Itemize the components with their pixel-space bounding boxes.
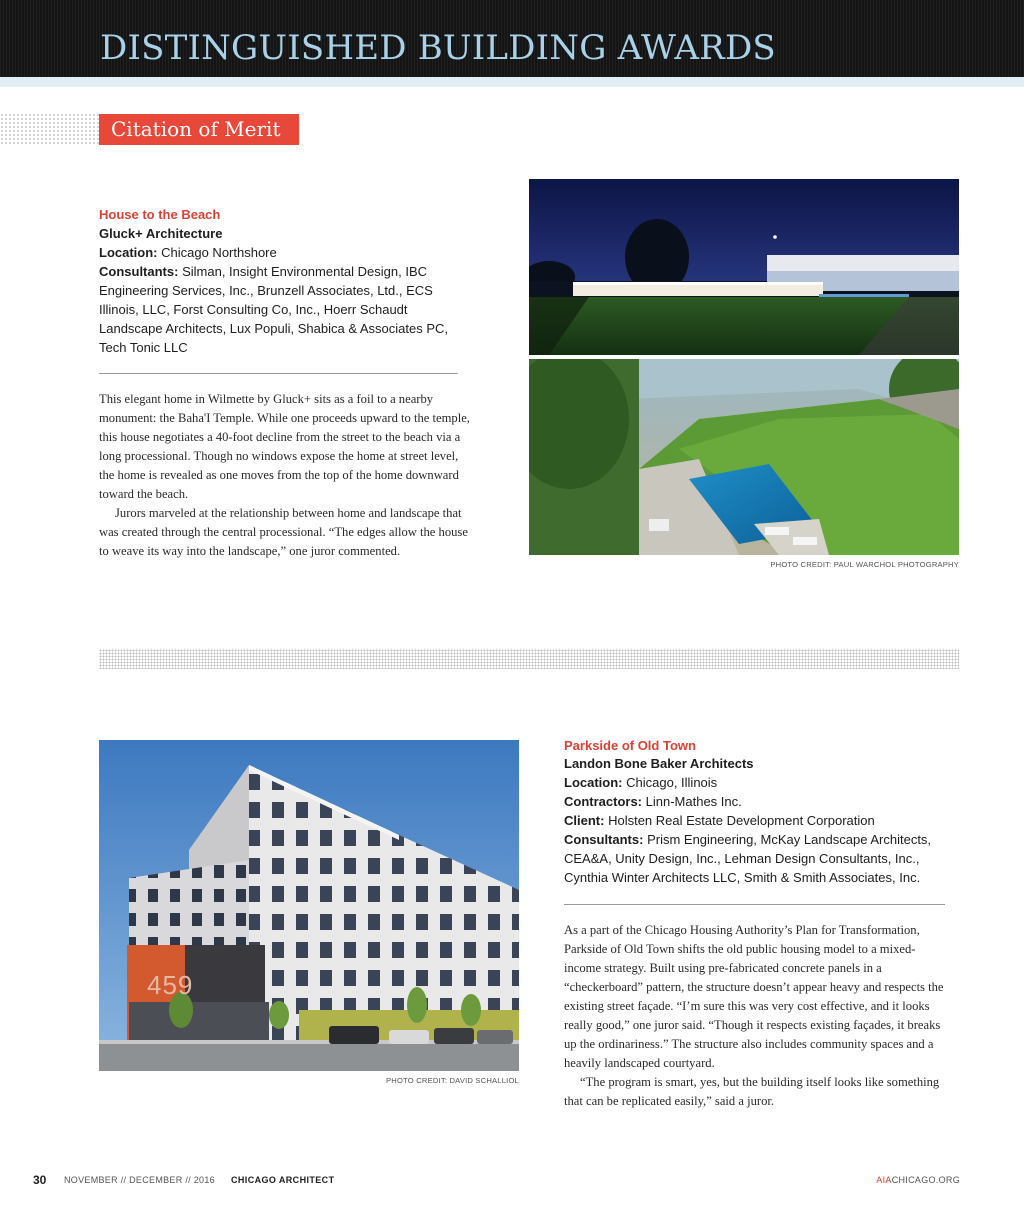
project2-client: Holsten Real Estate Development Corporation bbox=[608, 813, 875, 828]
project1-para2: Jurors marveled at the relationship between home and landscape that was created through the central processional. “The edges allow the house to weave its way into the landscape,” one juror commented. bbox=[99, 506, 468, 558]
project1-para1: This elegant home in Wilmette by Gluck+ sits as a foil to a nearby monument: the Baha'I Temple. While one proceeds upward to the temple, this house negotiates a 40-foot decline from the street to the beach via a long processional. Though no windows expose the home at street level, the home is revealed as one moves from the top of the home downward toward the beach. bbox=[99, 392, 470, 501]
project2-photo-credit: PHOTO CREDIT: DAVID SCHALLIOL bbox=[386, 1076, 519, 1085]
project2-credits bbox=[564, 754, 949, 887]
house-night-photo bbox=[529, 179, 959, 355]
project2-location: Chicago, Illinois bbox=[626, 775, 718, 790]
location-label: Location: bbox=[99, 245, 158, 260]
parkside-building-photo bbox=[99, 740, 519, 1071]
house-pool-photo bbox=[529, 359, 959, 555]
client-label: Client: bbox=[564, 813, 605, 828]
project1-title: House to the Beach bbox=[99, 207, 221, 222]
consultants-label: Consultants: bbox=[564, 832, 644, 847]
section-divider bbox=[99, 649, 959, 669]
consultants-label: Consultants: bbox=[99, 264, 179, 279]
project2-body bbox=[564, 921, 948, 1111]
project2-title: Parkside of Old Town bbox=[564, 738, 696, 753]
project1-consultants: Silman, Insight Environmental Design, IBC Engineering Services, Inc., Brunzell Associates, Ltd., ECS Illinois, LLC, Forst Consulting Co, Inc., Hoerr Schaudt Landscape Architects, Lux Populi, Shabica & Associates PC, Tech Tonic LLC bbox=[99, 264, 449, 355]
website-rest: CHICAGO.ORG bbox=[891, 1175, 960, 1185]
project2-para2: “The program is smart, yes, but the building itself looks like something that can be replicated easily,” said a juror. bbox=[564, 1075, 940, 1108]
project1-firm: Gluck+ Architecture bbox=[99, 226, 223, 241]
decorative-dots bbox=[0, 113, 99, 145]
page-title: DISTINGUISHED BUILDING AWARDS bbox=[100, 28, 776, 68]
location-label: Location: bbox=[564, 775, 623, 790]
project1-body bbox=[99, 390, 471, 561]
page-number: 30 bbox=[33, 1173, 47, 1187]
building-number: 459 bbox=[147, 970, 194, 1000]
project1-rule bbox=[99, 373, 458, 374]
project1-credits bbox=[99, 224, 464, 357]
project2-consultants: Prism Engineering, McKay Landscape Architects, CEA&A, Unity Design, Inc., Lehman Design Consultants, Inc., Cynthia Winter Architects LLC, Smith & Smith Associates, Inc. bbox=[564, 832, 932, 885]
citation-badge: Citation of Merit bbox=[99, 114, 299, 145]
project1-photo-credit: PHOTO CREDIT: PAUL WARCHOL PHOTOGRAPHY bbox=[770, 560, 959, 569]
issue-date: NOVEMBER // DECEMBER // 2016 bbox=[64, 1175, 215, 1185]
website-accent: AIA bbox=[876, 1175, 892, 1185]
project2-firm: Landon Bone Baker Architects bbox=[564, 756, 754, 771]
magazine-name: CHICAGO ARCHITECT bbox=[231, 1175, 335, 1185]
project2-rule bbox=[564, 904, 945, 905]
website-link[interactable] bbox=[876, 1175, 960, 1185]
header-rule bbox=[0, 77, 1024, 87]
project2-contractors: Linn-Mathes Inc. bbox=[645, 794, 742, 809]
project1-location: Chicago Northshore bbox=[161, 245, 277, 260]
project2-para1: As a part of the Chicago Housing Authority’s Plan for Transformation, Parkside of Old Town shifts the old public housing model to a mixed-income strategy. Built using pre-fabricated concrete panels in a “checkerboard” pattern, the structure doesn’t appear heavy and respects the existing street façade. “I’m sure this was very cost effective, and it looks really good,” one juror said. “Though it respects existing façades, it breaks up the ordinariness.” The structure also includes community spaces and a heavily landscaped courtyard. bbox=[564, 923, 944, 1070]
contractors-label: Contractors: bbox=[564, 794, 643, 809]
